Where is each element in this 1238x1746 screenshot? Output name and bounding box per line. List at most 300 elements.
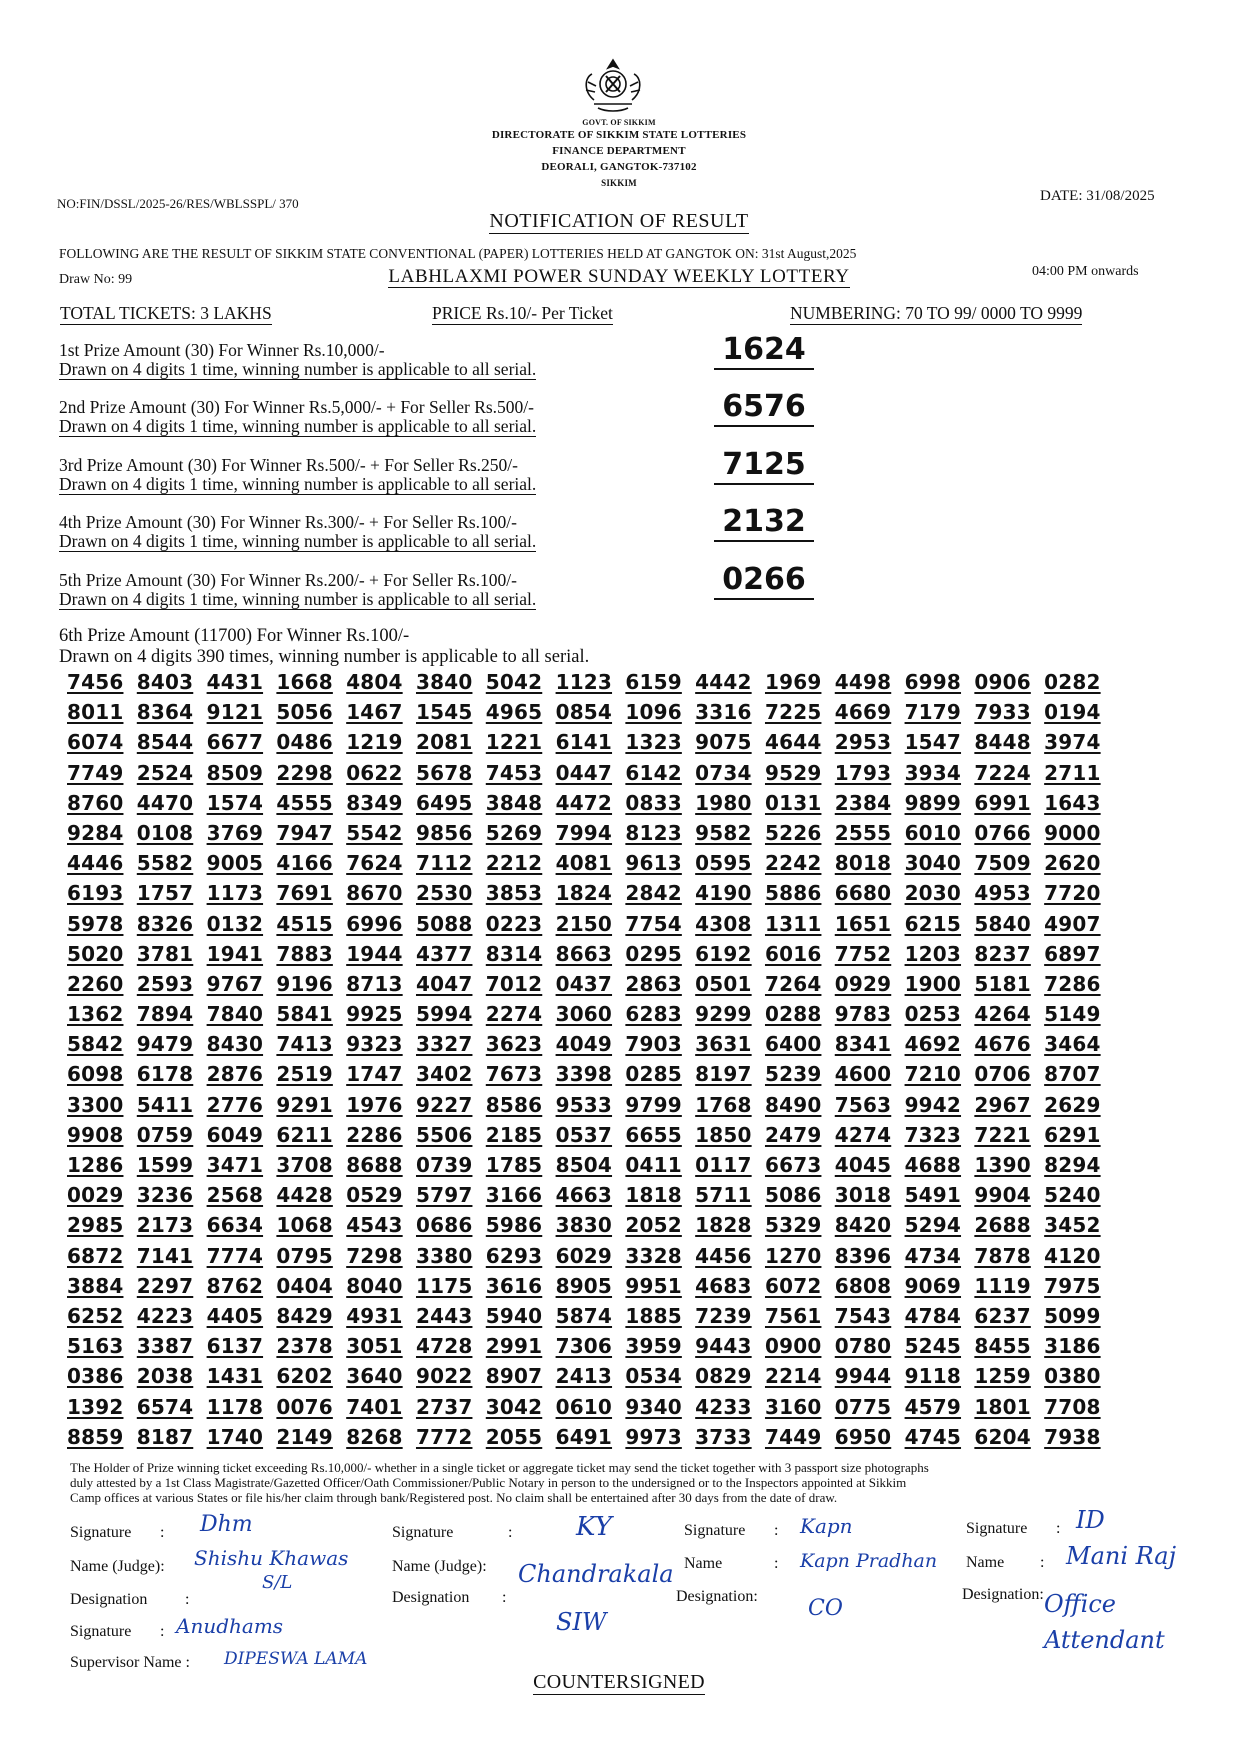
winning-number-cell: 0223 — [485, 911, 543, 936]
winning-number-cell: 9899 — [904, 790, 962, 815]
winning-number-cell: 1431 — [206, 1364, 264, 1389]
winning-number-cell: 3781 — [136, 941, 194, 966]
winning-number-cell: 6178 — [136, 1062, 194, 1087]
winning-number-cell: 3398 — [555, 1062, 613, 1087]
winning-number-cell: 2524 — [136, 760, 194, 785]
winning-number-cell: 6283 — [625, 1002, 682, 1027]
winning-number-cell: 6098 — [67, 1062, 124, 1087]
winning-number-cell: 2953 — [834, 730, 892, 755]
winning-number-cell: 7141 — [136, 1243, 194, 1268]
prize-1-sub-text: Drawn on 4 digits 1 time, winning number is applicable to all serial. — [59, 359, 537, 379]
winning-number-cell: 6291 — [1044, 1122, 1101, 1147]
winning-number-cell: 8509 — [206, 760, 264, 785]
winning-number-cell: 7224 — [974, 760, 1031, 785]
winning-number-cell: 1547 — [904, 730, 962, 755]
winning-number-cell: 9118 — [904, 1364, 962, 1389]
winning-number-cell: 4953 — [974, 881, 1031, 906]
winning-number-cell: 1980 — [695, 790, 752, 815]
winning-number-cell: 7975 — [1044, 1273, 1101, 1298]
winning-number-cell: 3623 — [485, 1032, 543, 1057]
col4-designation-label: Designation: — [962, 1586, 1044, 1603]
number-row — [67, 1062, 1167, 1092]
claim-notice — [70, 1460, 1180, 1505]
winning-number-cell: 8713 — [346, 971, 403, 996]
winning-number-cell: 1850 — [695, 1122, 752, 1147]
winning-number-cell: 2876 — [206, 1062, 264, 1087]
winning-number-cell: 1900 — [904, 971, 962, 996]
winning-number-cell: 8586 — [485, 1092, 543, 1117]
winning-number-cell: 4120 — [1044, 1243, 1101, 1268]
lottery-name-text: LABHLAXMI POWER SUNDAY WEEKLY LOTTERY — [388, 266, 850, 287]
prize-5-winning-number: 0266 — [714, 562, 814, 600]
winning-number-cell: 5506 — [415, 1122, 473, 1147]
winning-number-cell: 5181 — [974, 971, 1031, 996]
winning-number-cell: 2030 — [904, 881, 962, 906]
winning-number-cell: 0734 — [695, 760, 752, 785]
winning-number-cell: 4233 — [695, 1394, 752, 1419]
winning-number-cell: 7453 — [485, 760, 543, 785]
winning-number-cell: 7772 — [415, 1424, 473, 1449]
winning-number-cell: 9340 — [625, 1394, 682, 1419]
winning-number-cell: 8907 — [485, 1364, 543, 1389]
winning-number-cell: 4377 — [415, 941, 473, 966]
winning-number-cell: 9904 — [974, 1183, 1031, 1208]
winning-number-cell: 8396 — [834, 1243, 892, 1268]
winning-number-cell: 2260 — [67, 971, 124, 996]
winning-number-cell: 1178 — [206, 1394, 264, 1419]
winning-number-cell: 0076 — [276, 1394, 333, 1419]
col2-name-label: Name (Judge): — [392, 1558, 487, 1575]
winning-number-cell: 1757 — [136, 881, 194, 906]
winning-number-cell: 1885 — [625, 1303, 682, 1328]
winning-number-cell: 2384 — [834, 790, 892, 815]
winning-number-cell: 5886 — [764, 881, 822, 906]
winning-number-cell: 1467 — [346, 700, 403, 725]
winning-number-cell: 0686 — [415, 1213, 473, 1238]
number-row — [67, 942, 1167, 972]
winning-number-cell: 7210 — [904, 1062, 962, 1087]
winning-number-cell: 6495 — [415, 790, 473, 815]
winning-number-cell: 3018 — [834, 1183, 892, 1208]
winning-number-cell: 7509 — [974, 851, 1031, 876]
winning-number-cell: 8011 — [67, 700, 124, 725]
winning-number-cell: 4446 — [67, 851, 124, 876]
col1-signature2-label: Signature — [70, 1623, 132, 1640]
number-row — [67, 912, 1167, 942]
winning-number-cell: 8326 — [136, 911, 194, 936]
winning-number-cell: 3060 — [555, 1002, 613, 1027]
winning-number-cell: 9479 — [136, 1032, 194, 1057]
winning-number-cell: 8762 — [206, 1273, 264, 1298]
winning-number-cell: 7112 — [415, 851, 473, 876]
col3-designation-handwritten: CO — [808, 1596, 843, 1621]
col1-name-label: Name (Judge): — [70, 1558, 165, 1575]
winning-number-cell: 6204 — [974, 1424, 1031, 1449]
col4-name-handwritten: Mani Raj — [1066, 1542, 1177, 1570]
winning-number-cell: 7673 — [485, 1062, 543, 1087]
number-row — [67, 881, 1167, 911]
winning-number-cell: 4965 — [485, 700, 543, 725]
supervisor-name-handwritten: DIPESWA LAMA — [224, 1649, 368, 1669]
winning-number-cell: 4692 — [904, 1032, 962, 1057]
col4-name-label: Name — [966, 1554, 1005, 1571]
winning-number-cell: 9767 — [206, 971, 264, 996]
winning-number-cell: 6049 — [206, 1122, 264, 1147]
winning-number-cell: 0288 — [764, 1002, 822, 1027]
winning-number-cell: 4676 — [974, 1032, 1031, 1057]
winning-number-cell: 4745 — [904, 1424, 962, 1449]
winning-number-cell: 7401 — [346, 1394, 403, 1419]
winning-number-cell: 5245 — [904, 1334, 962, 1359]
winning-number-cell: 4405 — [206, 1303, 264, 1328]
winning-number-cell: 5020 — [67, 941, 124, 966]
claim-notice-line: The Holder of Prize winning ticket exceeding Rs.10,000/- whether in a single ticket or aggregate ticket may send the ticket together with 3 passport size photographs — [70, 1460, 929, 1475]
winning-number-cell: 3840 — [415, 670, 473, 694]
col2-signature-colon: : — [508, 1524, 513, 1541]
winning-number-cell: 4223 — [136, 1303, 194, 1328]
prize-4-winning-number: 2132 — [714, 504, 814, 542]
winning-number-cell: 7624 — [346, 851, 403, 876]
winning-number-cell: 5163 — [67, 1334, 124, 1359]
number-row — [67, 1274, 1167, 1304]
winning-number-cell: 7561 — [764, 1303, 822, 1328]
number-row — [67, 700, 1167, 730]
winning-number-cell: 0706 — [974, 1062, 1031, 1087]
winning-number-cell: 9227 — [415, 1092, 473, 1117]
prize-3-sub — [59, 474, 536, 494]
winning-number-cell: 9443 — [695, 1334, 752, 1359]
winning-number-cell: 6252 — [67, 1303, 124, 1328]
winning-number-cell: 0501 — [695, 971, 752, 996]
total-tickets-text: TOTAL TICKETS: 3 LAKHS — [60, 303, 272, 323]
winning-number-cell: 1818 — [625, 1183, 682, 1208]
winning-number-cell: 9799 — [625, 1092, 682, 1117]
col1-signature2-colon: : — [160, 1623, 165, 1640]
winning-number-cell: 2378 — [276, 1334, 333, 1359]
draw-time: 04:00 PM onwards — [1032, 264, 1139, 279]
winning-number-cell: 3327 — [415, 1032, 473, 1057]
winning-number-cell: 3471 — [206, 1153, 264, 1177]
ticket-numbering — [790, 303, 1082, 324]
col2-name-handwritten: Chandrakala — [518, 1560, 674, 1588]
col4-designation-handwritten: Office Attendant — [1044, 1590, 1165, 1654]
org-directorate: DIRECTORATE OF SIKKIM STATE LOTTERIES — [491, 129, 747, 141]
winning-number-cell: 8294 — [1044, 1153, 1101, 1177]
winning-number-cell: 3166 — [485, 1183, 543, 1208]
prize-2-sub-text: Drawn on 4 digits 1 time, winning number is applicable to all serial. — [59, 416, 537, 436]
number-row — [67, 1395, 1167, 1425]
winning-number-cell: 3708 — [276, 1153, 333, 1177]
winning-number-cell: 3300 — [67, 1092, 124, 1117]
winning-number-cell: 4498 — [834, 670, 892, 694]
winning-number-cell: 3853 — [485, 881, 543, 906]
number-row — [67, 1213, 1167, 1243]
prize-5-sub-text: Drawn on 4 digits 1 time, winning number is applicable to all serial. — [59, 589, 537, 609]
winning-number-cell: 3959 — [625, 1334, 682, 1359]
col3-designation-label: Designation: — [676, 1588, 758, 1605]
notification-title-text: NOTIFICATION OF RESULT — [489, 210, 749, 232]
winning-number-cell: 1068 — [276, 1213, 333, 1238]
winning-number-cell: 1747 — [346, 1062, 403, 1087]
number-row — [67, 730, 1167, 760]
winning-number-cell: 1123 — [555, 670, 613, 694]
winning-number-cell: 8018 — [834, 851, 892, 876]
winning-number-cell: 0117 — [695, 1153, 752, 1177]
winning-number-cell: 0537 — [555, 1122, 613, 1147]
winning-number-cell: 2297 — [136, 1273, 194, 1298]
winning-number-cell: 9783 — [834, 1002, 892, 1027]
winning-number-cell: 0386 — [67, 1364, 124, 1389]
sixth-prize-number-grid — [67, 670, 1167, 1455]
col1-designation-colon: : — [185, 1591, 190, 1608]
winning-number-cell: 9582 — [695, 820, 752, 845]
claim-notice-line: duly attested by a 1st Class Magistrate/Gazetted Officer/Oath Commissioner/Public Notary in person to the undersigned or to the Inspectors appointed at Sikkim — [70, 1475, 907, 1490]
winning-number-cell: 7883 — [276, 941, 333, 966]
winning-number-cell: 1390 — [974, 1153, 1031, 1177]
winning-number-cell: 7754 — [625, 911, 682, 936]
winning-number-cell: 1944 — [346, 941, 403, 966]
winning-number-cell: 0833 — [625, 790, 682, 815]
winning-number-cell: 5269 — [485, 820, 543, 845]
winning-number-cell: 6996 — [346, 911, 403, 936]
winning-number-cell: 2593 — [136, 971, 194, 996]
winning-number-cell: 4045 — [834, 1153, 892, 1177]
winning-number-cell: 6872 — [67, 1243, 124, 1268]
winning-number-cell: 2149 — [276, 1424, 333, 1449]
winning-number-cell: 0285 — [625, 1062, 682, 1087]
winning-number-cell: 0610 — [555, 1394, 613, 1419]
winning-number-cell: 9908 — [67, 1122, 124, 1147]
ticket-price — [432, 303, 613, 324]
winning-number-cell: 5874 — [555, 1303, 613, 1328]
winning-number-cell: 7994 — [555, 820, 613, 845]
winning-number-cell: 7894 — [136, 1002, 194, 1027]
winning-number-cell: 6293 — [485, 1243, 543, 1268]
winning-number-cell: 4688 — [904, 1153, 962, 1177]
prize-4-sub — [59, 531, 536, 551]
winning-number-cell: 0447 — [555, 760, 613, 785]
winning-number-cell: 9284 — [67, 820, 124, 845]
winning-number-cell: 5329 — [764, 1213, 822, 1238]
winning-number-cell: 8040 — [346, 1273, 403, 1298]
winning-number-cell: 3051 — [346, 1334, 403, 1359]
winning-number-cell: 4274 — [834, 1122, 892, 1147]
winning-number-cell: 0739 — [415, 1153, 473, 1177]
winning-number-cell: 7456 — [67, 670, 124, 694]
winning-number-cell: 9323 — [346, 1032, 403, 1057]
winning-number-cell: 6074 — [67, 730, 124, 755]
winning-number-cell: 5239 — [764, 1062, 822, 1087]
number-row — [67, 821, 1167, 851]
winning-number-cell: 0295 — [625, 941, 682, 966]
winning-number-cell: 1259 — [974, 1364, 1031, 1389]
winning-number-cell: 3186 — [1044, 1334, 1101, 1359]
winning-number-cell: 0534 — [625, 1364, 682, 1389]
winning-number-cell: 2413 — [555, 1364, 613, 1389]
winning-number-cell: 2212 — [485, 851, 543, 876]
winning-number-cell: 0780 — [834, 1334, 892, 1359]
winning-number-cell: 2286 — [346, 1122, 403, 1147]
winning-number-cell: 0437 — [555, 971, 613, 996]
prize-3-line: 3rd Prize Amount (30) For Winner Rs.500/- + For Seller Rs.250/- — [59, 455, 518, 475]
winning-number-cell: 2055 — [485, 1424, 543, 1449]
winning-number-cell: 7179 — [904, 700, 962, 725]
winning-number-cell: 2150 — [555, 911, 613, 936]
winning-number-cell: 0253 — [904, 1002, 962, 1027]
winning-number-cell: 4456 — [695, 1243, 752, 1268]
number-row — [67, 1244, 1167, 1274]
winning-number-cell: 5149 — [1044, 1002, 1101, 1027]
winning-number-cell: 4784 — [904, 1303, 962, 1328]
number-row — [67, 791, 1167, 821]
winning-number-cell: 2620 — [1044, 851, 1101, 876]
winning-number-cell: 3640 — [346, 1364, 403, 1389]
prize-3-winning-number: 7125 — [714, 447, 814, 485]
prize-4-sub-text: Drawn on 4 digits 1 time, winning number is applicable to all serial. — [59, 531, 537, 551]
winning-number-cell: 4669 — [834, 700, 892, 725]
winning-number-cell: 6016 — [764, 941, 822, 966]
winning-number-cell: 5582 — [136, 851, 194, 876]
winning-number-cell: 8905 — [555, 1273, 613, 1298]
col2-designation-colon: : — [502, 1589, 507, 1606]
winning-number-cell: 3769 — [206, 820, 264, 845]
col1-signature2-handwritten: Anudhams — [176, 1614, 284, 1638]
winning-number-cell: 4442 — [695, 670, 752, 694]
winning-number-cell: 1323 — [625, 730, 682, 755]
winning-number-cell: 6991 — [974, 790, 1031, 815]
winning-number-cell: 6202 — [276, 1364, 333, 1389]
prize-3-sub-text: Drawn on 4 digits 1 time, winning number is applicable to all serial. — [59, 474, 537, 494]
winning-number-cell: 5842 — [67, 1032, 124, 1057]
winning-number-cell: 6574 — [136, 1394, 194, 1419]
winning-number-cell: 6655 — [625, 1122, 682, 1147]
winning-number-cell: 2711 — [1044, 760, 1101, 785]
winning-number-cell: 5678 — [415, 760, 473, 785]
winning-number-cell: 4644 — [764, 730, 822, 755]
winning-number-cell: 1824 — [555, 881, 613, 906]
winning-number-cell: 6192 — [695, 941, 752, 966]
winning-number-cell: 4264 — [974, 1002, 1031, 1027]
winning-number-cell: 3733 — [695, 1424, 752, 1449]
winning-number-cell: 4428 — [276, 1183, 333, 1208]
winning-number-cell: 3402 — [415, 1062, 473, 1087]
winning-number-cell: 7840 — [206, 1002, 264, 1027]
number-row — [67, 1032, 1167, 1062]
col4-signature-colon: : — [1056, 1520, 1061, 1537]
winning-number-cell: 9000 — [1044, 820, 1101, 845]
winning-number-cell: 9942 — [904, 1092, 962, 1117]
winning-number-cell: 8760 — [67, 790, 124, 815]
winning-number-cell: 3042 — [485, 1394, 543, 1419]
winning-number-cell: 7563 — [834, 1092, 892, 1117]
winning-number-cell: 5491 — [904, 1183, 962, 1208]
prize-2-sub — [59, 416, 536, 436]
prize-6-line: 6th Prize Amount (11700) For Winner Rs.100/- — [59, 626, 410, 646]
col4-signature-label: Signature — [966, 1520, 1028, 1537]
winning-number-cell: 7720 — [1044, 881, 1101, 906]
winning-number-cell: 2214 — [764, 1364, 822, 1389]
ticket-price-text: PRICE Rs.10/- Per Ticket — [432, 303, 613, 323]
winning-number-cell: 1219 — [346, 730, 403, 755]
col3-signature-handwritten: Kapn — [800, 1514, 853, 1538]
prize-5-line: 5th Prize Amount (30) For Winner Rs.200/- + For Seller Rs.100/- — [59, 570, 517, 590]
winning-number-cell: 5099 — [1044, 1303, 1101, 1328]
winning-number-cell: 1362 — [67, 1002, 124, 1027]
winning-number-cell: 2629 — [1044, 1092, 1101, 1117]
winning-number-cell: 1392 — [67, 1394, 124, 1419]
notification-date: DATE: 31/08/2025 — [1040, 188, 1155, 204]
winning-number-cell: 2985 — [67, 1213, 124, 1238]
winning-number-cell: 6950 — [834, 1424, 892, 1449]
col2-signature-handwritten: KY — [576, 1512, 612, 1542]
winning-number-cell: 6215 — [904, 911, 962, 936]
winning-number-cell: 5086 — [764, 1183, 822, 1208]
winning-number-cell: 5542 — [346, 820, 403, 845]
winning-number-cell: 2185 — [485, 1122, 543, 1147]
winning-number-cell: 7749 — [67, 760, 124, 785]
col3-signature-colon: : — [774, 1522, 779, 1539]
winning-number-cell: 8403 — [136, 670, 194, 694]
winning-number-cell: 6897 — [1044, 941, 1101, 966]
number-row — [67, 1364, 1167, 1394]
winning-number-cell: 8430 — [206, 1032, 264, 1057]
winning-number-cell: 8268 — [346, 1424, 403, 1449]
winning-number-cell: 9973 — [625, 1424, 682, 1449]
winning-number-cell: 7012 — [485, 971, 543, 996]
winning-number-cell: 9529 — [764, 760, 822, 785]
winning-number-cell: 2173 — [136, 1213, 194, 1238]
winning-number-cell: 5711 — [695, 1183, 752, 1208]
winning-number-cell: 4166 — [276, 851, 333, 876]
winning-number-cell: 0900 — [764, 1334, 822, 1359]
col3-signature-label: Signature — [684, 1522, 746, 1539]
winning-number-cell: 1668 — [276, 670, 333, 694]
col2-designation-label: Designation — [392, 1589, 470, 1606]
winning-number-cell: 7774 — [206, 1243, 264, 1268]
number-row — [67, 851, 1167, 881]
winning-number-cell: 2274 — [485, 1002, 543, 1027]
notification-title — [0, 210, 1238, 233]
winning-number-cell: 2991 — [485, 1334, 543, 1359]
winning-number-cell: 0622 — [346, 760, 403, 785]
col1-designation-handwritten: S/L — [262, 1572, 293, 1593]
winning-number-cell: 8123 — [625, 820, 682, 845]
winning-number-cell: 3160 — [764, 1394, 822, 1419]
winning-number-cell: 1203 — [904, 941, 962, 966]
winning-number-cell: 1768 — [695, 1092, 752, 1117]
total-tickets — [60, 303, 272, 324]
winning-number-cell: 6159 — [625, 670, 682, 694]
winning-number-cell: 4190 — [695, 881, 752, 906]
prize-4-line: 4th Prize Amount (30) For Winner Rs.300/- + For Seller Rs.100/- — [59, 512, 517, 532]
winning-number-cell: 0131 — [764, 790, 822, 815]
winning-number-cell: 5940 — [485, 1303, 543, 1328]
winning-number-cell: 4049 — [555, 1032, 613, 1057]
winning-number-cell: 1221 — [485, 730, 543, 755]
col1-designation-label: Designation — [70, 1591, 148, 1608]
winning-number-cell: 5240 — [1044, 1183, 1101, 1208]
winning-number-cell: 8688 — [346, 1153, 403, 1177]
winning-number-cell: 2688 — [974, 1213, 1031, 1238]
following-statement: FOLLOWING ARE THE RESULT OF SIKKIM STATE CONVENTIONAL (PAPER) LOTTERIES HELD AT GANGTOK ON: 31st August,2025 — [59, 246, 857, 261]
winning-number-cell: 1175 — [415, 1273, 473, 1298]
ticket-numbering-text: NUMBERING: 70 TO 99/ 0000 TO 9999 — [790, 303, 1083, 323]
winning-number-cell: 1793 — [834, 760, 892, 785]
org-state: SIKKIM — [601, 178, 637, 188]
winning-number-cell: 7239 — [695, 1303, 752, 1328]
winning-number-cell: 2242 — [764, 851, 822, 876]
winning-number-cell: 5994 — [415, 1002, 473, 1027]
